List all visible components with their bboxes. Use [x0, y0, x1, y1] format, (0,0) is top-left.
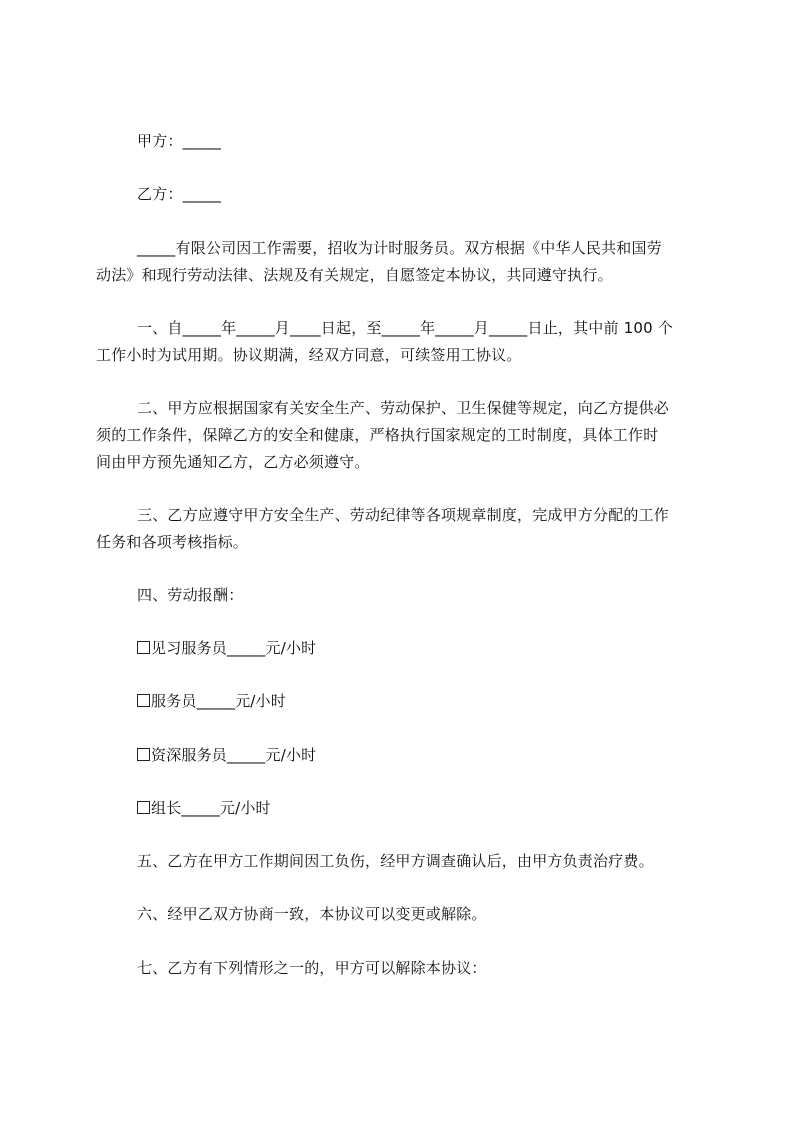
clause-2-line-2: 须的工作条件，保障乙方的安全和健康，严格执行国家规定的工时制度，具体工作时 — [96, 426, 659, 444]
pay-option-label: 资深服务员_____元/小时 — [151, 746, 317, 764]
intro-line-2: 动法》和现行劳动法律、法规及有关规定，自愿签定本协议，共同遵守执行。 — [96, 266, 613, 284]
checkbox-icon[interactable] — [137, 694, 150, 707]
pay-option-label: 服务员_____元/小时 — [151, 692, 286, 710]
pay-option-team-leader — [137, 798, 271, 818]
pay-option-label: 见习服务员_____元/小时 — [151, 639, 317, 657]
clause-5-line: 五、乙方在甲方工作期间因工负伤，经甲方调查确认后，由甲方负责治疗费。 — [137, 852, 654, 870]
pay-option-label: 组长_____元/小时 — [151, 799, 271, 817]
clause-3-line-2: 任务和各项考核指标。 — [96, 533, 249, 551]
clause-1-line-2: 工作小时为试用期。协议期满，经双方同意，可续签用工协议。 — [96, 346, 522, 364]
clause-4-heading: 四、劳动报酬： — [137, 586, 244, 604]
party-a-line: 甲方：_____ — [137, 132, 222, 150]
pay-option-trainee — [137, 638, 316, 658]
clause-2-line-3: 间由甲方预先通知乙方，乙方必须遵守。 — [96, 453, 370, 471]
checkbox-icon[interactable] — [137, 641, 150, 654]
clause-3-line-1: 三、乙方应遵守甲方安全生产、劳动纪律等各项规章制度，完成甲方分配的工作 — [137, 506, 670, 524]
intro-line-1: _____有限公司因工作需要，招收为计时服务员。双方根据《中华人民共和国劳 — [137, 239, 662, 257]
clause-7-line: 七、乙方有下列情形之一的，甲方可以解除本协议： — [137, 959, 487, 977]
checkbox-icon[interactable] — [137, 801, 150, 814]
pay-option-attendant — [137, 691, 286, 711]
clause-2-line-1: 二、甲方应根据国家有关安全生产、劳动保护、卫生保健等规定，向乙方提供必 — [137, 399, 670, 417]
party-b-line: 乙方：_____ — [137, 185, 222, 203]
checkbox-icon[interactable] — [137, 748, 150, 761]
clause-6-line: 六、经甲乙双方协商一致，本协议可以变更或解除。 — [137, 905, 487, 923]
pay-option-senior — [137, 745, 316, 765]
clause-1-line-1: 一、自_____年_____月____日起，至_____年_____月_____日止，其中前 100 个 — [137, 319, 674, 337]
